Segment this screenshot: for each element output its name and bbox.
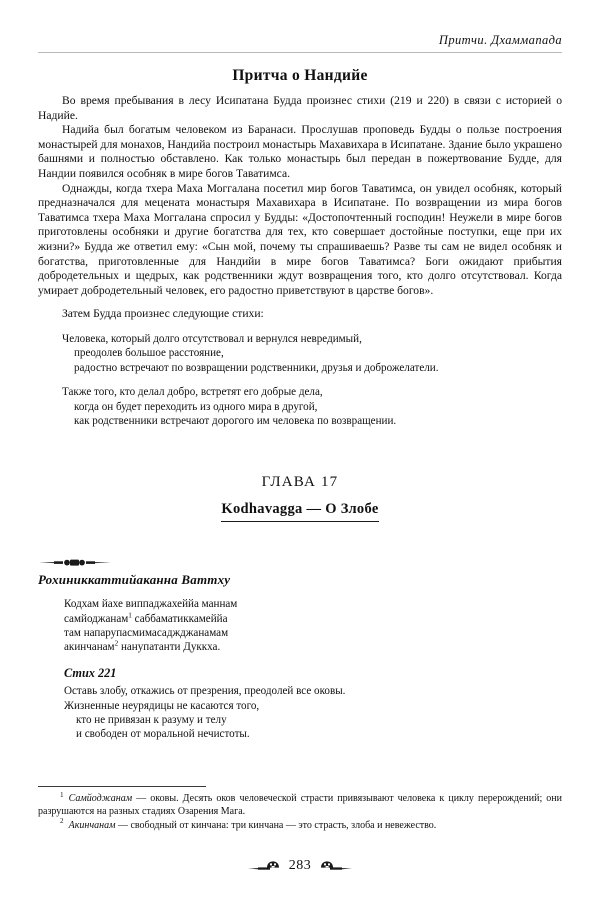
verse-line: как родственники встречают дорогого им человека по возвращении. <box>74 414 397 427</box>
footnote-marker-1: 1 <box>128 610 132 619</box>
page-folio <box>0 858 600 874</box>
footnotes-section <box>38 786 562 832</box>
folio-ornament-left-icon <box>248 860 282 872</box>
verse-line: и свободен от моральной нечистоты. <box>76 728 250 741</box>
verse-line: радостно встречают по возвращении родственники, друзья и доброжелатели. <box>74 361 439 374</box>
verse-line: Также того, кто делал добро, встретят его добрые дела, <box>62 386 323 399</box>
footnote-number: 1 <box>60 790 64 799</box>
verse-line: когда он будет переходить из одного мира в другой, <box>74 400 318 413</box>
verse-line: Жизненные неурядицы не касаются того, <box>64 699 260 712</box>
footnote-item <box>38 790 562 819</box>
pali-line-text: самйоджанам <box>64 612 129 625</box>
ornament-divider-icon <box>38 557 112 568</box>
pali-line <box>64 597 562 611</box>
chapter-number: ГЛАВА 17 <box>261 474 339 491</box>
verse-translation-block <box>38 684 562 742</box>
chapter-title: Kodhavagga — О Злобе <box>221 501 379 518</box>
pali-line-rest: саббаматиккамеййа <box>131 612 228 625</box>
footnote-separator-rule <box>38 786 206 787</box>
footnote-text: — свободный от кинчана: три кинчана — это страсть, злоба и невежество. <box>115 819 437 831</box>
verse-lead-in: Затем Будда произнес следующие стихи: <box>62 307 264 321</box>
folio-ornament-right-icon <box>318 860 352 872</box>
story-subheading: Рохиниккаттийаканна Ваттху <box>38 572 231 588</box>
ornament-divider-row <box>38 556 562 568</box>
running-header: Притчи. Дхаммапада <box>438 33 562 47</box>
verse-stanza <box>38 332 562 375</box>
footnote-term: Самйоджанам <box>68 793 133 804</box>
body-paragraph: Во время пребывания в лесу Исипатана Будда произнес стихи (219 и 220) в связи с историей о Надийе. <box>38 94 562 122</box>
pali-line <box>64 626 562 640</box>
verse-line: Оставь злобу, откажись от презрения, преодолей все оковы. <box>64 685 346 698</box>
pali-line-text: там напарупасмимасаджджанамам <box>64 626 229 639</box>
page-number: 283 <box>288 858 312 873</box>
pali-line <box>64 612 562 626</box>
verse-number-heading: Стих 221 <box>64 666 117 681</box>
body-paragraph: Надийа был богатым человеком из Баранаси. Прослушав проповедь Будды о пользе построения монастырей для монахов, Нандийа построил монастырь Махавихара в Исипатане. Здание было украшено башнями и полностью обставлено. Как только монастырь был передан в пожертвование Будде, для Нандии появился особняк в мире богов Таватимса. <box>38 123 562 180</box>
footnote-text: — оковы. Десять оков человеческой страсти привязывают человека к циклу перерождений; они разрушаются на разных стадиях Озарения Мага. <box>38 793 562 817</box>
header-rule <box>38 52 562 53</box>
footnote-marker-2: 2 <box>114 639 119 648</box>
verse-line: кто не привязан к разуму и телу <box>76 713 227 726</box>
article-body <box>38 94 562 298</box>
verse-stanza <box>38 385 562 428</box>
verse-line: преодолев большое расстояние, <box>74 347 224 360</box>
body-paragraph: Однажды, когда тхера Маха Моггалана посетил мир богов Таватимса, он увидел особняк, который предназначался для мецената монастыря Махавихара в Исипатане. По возвращении из мира богов Таватимса тхера Маха Моггалана спросил у Будды: «Достопочтенный господин! Неужели в мире богов приготовлены особняки и другие богатства для тех, кто совершает достойные поступки, еще при их жизни?» Будда же ответил ему: «Сын мой, почему ты спрашиваешь? Разве ты сам не видел особняк и богатства, приготовленные для Нандийи в мире богов Таватимса? Боги ожидают прибытия добродетельных и щедрых, как родственники ждут возвращения того, кто долго отсутствовал. Когда умирает добродетельный человек, его радостно приветствуют в царстве богов». <box>38 181 562 297</box>
chapter-title-underline <box>221 500 378 522</box>
chapter-heading <box>38 474 562 522</box>
footnote-number: 2 <box>60 817 64 826</box>
pali-line-text: акинчанам <box>64 640 115 653</box>
pali-line <box>64 640 562 654</box>
article-title: Притча о Нандийе <box>232 67 368 84</box>
footnote-item <box>38 817 562 833</box>
pali-line-rest: нанупатанти Дуккха. <box>118 640 221 653</box>
verse-line: Человека, который долго отсутствовал и вернулся невредимый, <box>62 332 362 345</box>
pali-verse-block <box>38 597 562 654</box>
pali-line-text: Кодхам йахе виппаджахеййа маннам <box>64 598 238 611</box>
footnote-term: Акинчанам <box>68 819 116 831</box>
